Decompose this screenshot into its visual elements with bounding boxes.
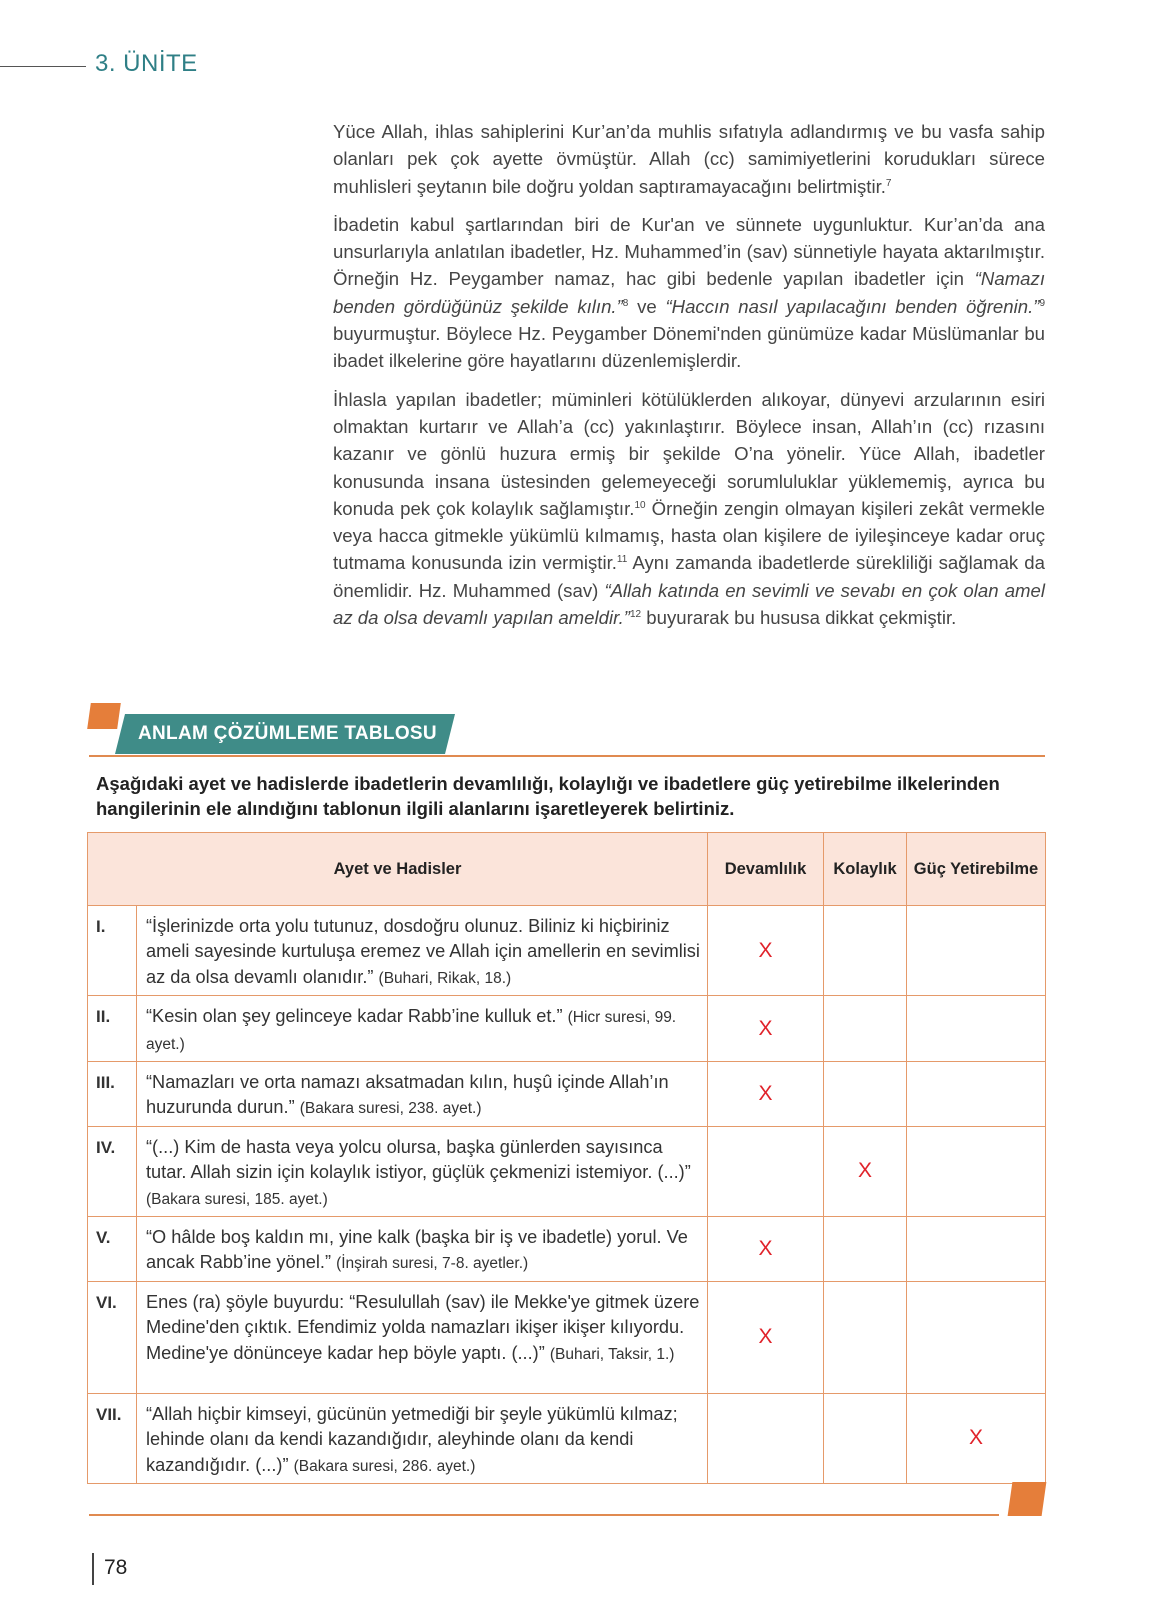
paragraph-2: İbadetin kabul şartlarından biri de Kur'an ve sünnete uygunluktur. Kur’an’da ana unsurlarıyla anlatılan ibadetler, Hz. Muhammed’in (sav) sünnetiyle hayata aktarılmıştır. Örneğin Hz. Peygamber namaz, hac gibi bedenle yapılan ibadetler için “Namazı benden gördüğünüz şekilde kılın.”$^8$ ve “Haccın nasıl yapılacağını benden öğrenin.”$^9$ buyurmuştur. Böylece Hz. Peygamber Dönemi'nden günümüze kadar Müslümanlar bu ibadet ilkelerine göre hayatlarını düzenlemişlerdir.: [333, 213, 1045, 372]
mark-ease[interactable]: [824, 1393, 907, 1483]
mark-capability[interactable]: [907, 1062, 1046, 1127]
row-number: II.: [88, 996, 137, 1062]
table-row: [88, 1126, 1046, 1216]
mark-capability[interactable]: [907, 1217, 1046, 1282]
table-row: [88, 1393, 1046, 1483]
row-number: IV.: [88, 1126, 137, 1216]
paragraph-1: Yüce Allah, ihlas sahiplerini Kur’an’da muhlis sıfatıyla adlandırmış ve bu vasfa sahip olanları pek çok ayette övmüştür. Allah (cc) samimiyetlerini korudukları sürece muhlisleri şeytanın bile doğru yoldan saptıramayacağını belirtmiştir.$^7$: [333, 121, 1045, 197]
mark-continuity[interactable]: X: [708, 1062, 824, 1127]
paragraph-3: İhlasla yapılan ibadetler; müminleri kötülüklerden alıkoyar, dünyevi arzularının esiri olmaktan kurtarır ve Allah’a (cc) yakınlaştırır. Böylece insan, Allah’ın (cc) rızasını kazanır ve gönlü huzura ermiş bir şekilde O’na yönelir. Yüce Allah, ibadetler konusunda insana üstesinden gelemeyeceği sorumluluklar yüklememiş, ayrıca bu konuda pek çok kolaylık sağlamıştır.$^{10}$ Örneğin zengin olmayan kişileri zekât vermekle veya hacca gitmekle yükümlü kılmamış, hasta olan kişilere de iyileşinceye kadar oruç tutmama konusunda izin vermiştir.$^{11}$ Aynı zamanda ibadetlerde sürekliliği sağlamak da önemlidir. Hz. Muhammed (sav) “Allah katında en sevimli ve sevabı en çok olan amel az da olsa devamlı yapılan ameldir.”$^{12}$ buyurarak bu hususa dikkat çekmiştir.: [333, 388, 1046, 629]
mark-continuity[interactable]: X: [708, 1217, 824, 1282]
header-rule: [0, 66, 86, 67]
body-text: [333, 118, 1045, 642]
row-text: “Allah hiçbir kimseyi, gücünün yetmediği bir şeyle yükümlü kılmaz; lehinde olanı da kendi kazandığıdır, aleyhinde olanı da kendi kazandığıdır. (...)” (Bakara suresi, 286. ayet.): [137, 1393, 708, 1483]
analysis-table: [87, 832, 1046, 1484]
mark-continuity[interactable]: X: [708, 996, 824, 1062]
row-number: VI.: [88, 1281, 137, 1393]
mark-capability[interactable]: [907, 1126, 1046, 1216]
row-number: V.: [88, 1217, 137, 1282]
unit-title: 3. ÜNİTE: [95, 50, 198, 77]
table-row: [88, 996, 1046, 1062]
mark-continuity[interactable]: X: [708, 1281, 824, 1393]
page-number-bar: [92, 1553, 94, 1585]
header-capability: Güç Yetirebilme: [907, 833, 1046, 906]
mark-ease[interactable]: [824, 996, 907, 1062]
instruction-text: Aşağıdaki ayet ve hadislerde ibadetlerin devamlılığı, kolaylığı ve ibadetlere güç yetirebilme ilkelerinden hangilerinin ele alındığını tablonun ilgili alanlarını işaretleyerek belirtiniz.: [96, 773, 1000, 819]
mark-ease[interactable]: [824, 1281, 907, 1393]
header-verses: Ayet ve Hadisler: [88, 833, 708, 906]
mark-ease[interactable]: [824, 1062, 907, 1127]
row-text: Enes (ra) şöyle buyurdu: “Resulullah (sav) ile Mekke'ye gitmek üzere Medine'den çıktık. Efendimiz yolda namazları ikişer ikişer kılıyordu. Medine'ye dönünceye kadar hep böyle yaptı. (...)” (Buhari, Taksir, 1.): [137, 1281, 708, 1393]
row-text: “İşlerinizde orta yolu tutunuz, dosdoğru olunuz. Biliniz ki hiçbiriniz ameli sayesinde kurtuluşa eremez ve Allah için amellerin en sevimlisi az da olsa devamlı olanıdır.” (Buhari, Rikak, 18.): [137, 906, 708, 996]
footer-rule: [89, 1514, 999, 1516]
header-ease: Kolaylık: [824, 833, 907, 906]
mark-ease[interactable]: [824, 1217, 907, 1282]
row-number: III.: [88, 1062, 137, 1127]
mark-continuity[interactable]: [708, 1126, 824, 1216]
mark-capability[interactable]: [907, 1281, 1046, 1393]
orange-accent-square-bottom: [1008, 1482, 1047, 1516]
table-row: [88, 906, 1046, 996]
header-continuity: Devamlılık: [708, 833, 824, 906]
mark-continuity[interactable]: X: [708, 906, 824, 996]
mark-ease[interactable]: X: [824, 1126, 907, 1216]
mark-continuity[interactable]: [708, 1393, 824, 1483]
row-text: “Kesin olan şey gelinceye kadar Rabb’ine kulluk et.” (Hicr suresi, 99. ayet.): [137, 996, 708, 1062]
mark-capability[interactable]: X: [907, 1393, 1046, 1483]
row-text: “Namazları ve orta namazı aksatmadan kılın, huşû içinde Allah’ın huzurunda durun.” (Bakara suresi, 238. ayet.): [137, 1062, 708, 1127]
row-text: “O hâlde boş kaldın mı, yine kalk (başka bir iş ve ibadetle) yorul. Ve ancak Rabb’ine yönel.” (İnşirah suresi, 7-8. ayetler.): [137, 1217, 708, 1282]
table-row: [88, 1062, 1046, 1127]
section-title: ANLAM ÇÖZÜMLEME TABLOSU: [138, 723, 437, 744]
page-number: 78: [104, 1556, 128, 1579]
row-number: VII.: [88, 1393, 137, 1483]
mark-capability[interactable]: [907, 996, 1046, 1062]
row-text: “(...) Kim de hasta veya yolcu olursa, başka günlerden sayısınca tutar. Allah sizin için kolaylık istiyor, güçlük çekmenizi istemiyor. (...)” (Bakara suresi, 185. ayet.): [137, 1126, 708, 1216]
table-row: [88, 1281, 1046, 1393]
row-number: I.: [88, 906, 137, 996]
mark-ease[interactable]: [824, 906, 907, 996]
table-header-row: [88, 833, 1046, 906]
orange-accent-square: [87, 703, 121, 729]
mark-capability[interactable]: [907, 906, 1046, 996]
section-rule: [89, 755, 1045, 757]
table-row: [88, 1217, 1046, 1282]
